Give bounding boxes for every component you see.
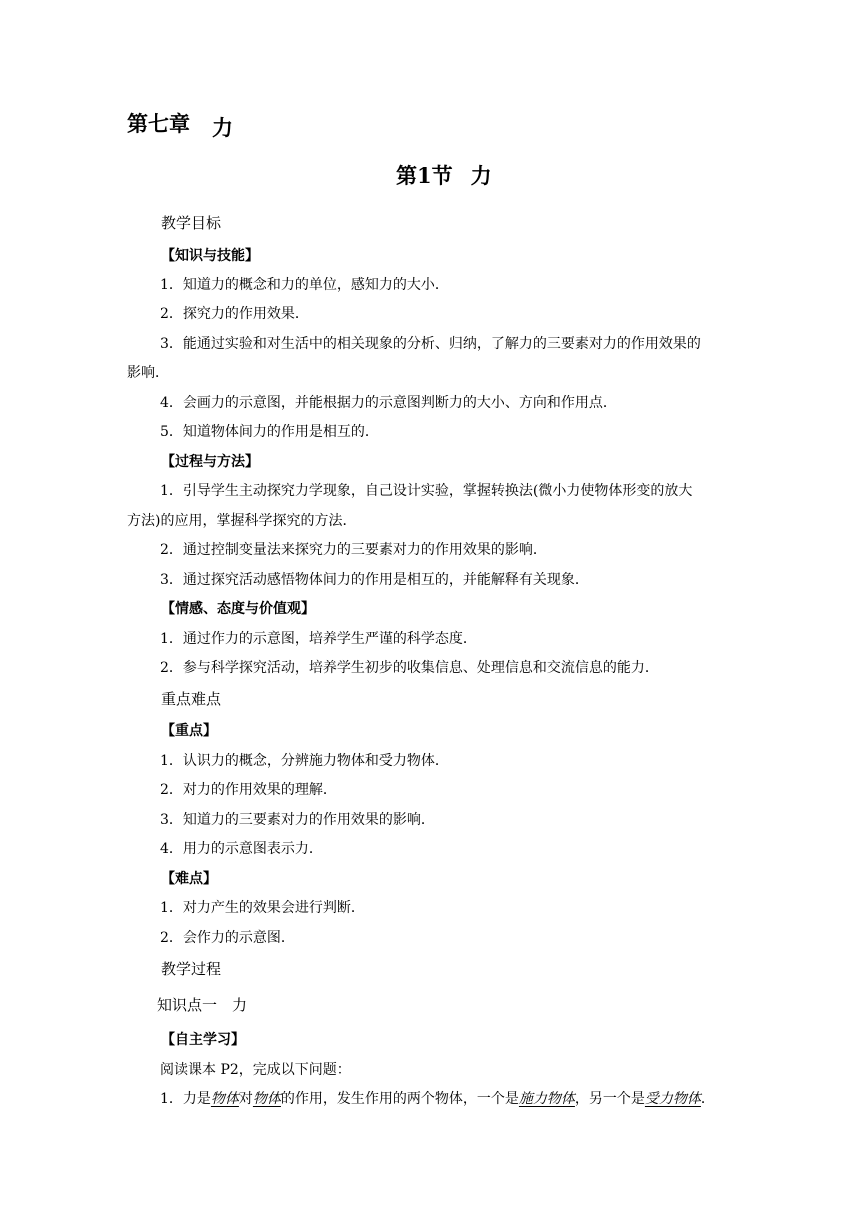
- answer-blank: 物体: [210, 1091, 239, 1107]
- difficulty-heading: 【难点】: [161, 871, 217, 887]
- knowledge-item: 5．知道物体间力的作用是相互的．: [160, 424, 379, 440]
- knowledge-item: 2．探究力的作用效果．: [160, 306, 309, 322]
- chapter-label: 第七章: [127, 112, 190, 136]
- question-text: 的作用，发生作用的两个物体，一个是: [280, 1091, 519, 1107]
- section-label: 第: [396, 164, 417, 188]
- process-item: 3．通过探究活动感悟物体间力的作用是相互的，并能解释有关现象．: [160, 572, 589, 588]
- question-1: [160, 1090, 715, 1108]
- knowledge-heading: 【知识与技能】: [161, 248, 259, 264]
- question-text: ．: [700, 1091, 715, 1107]
- focus-item: 3．知道力的三要素对力的作用效果的影响．: [160, 812, 435, 828]
- reading-instruction: 阅读课本 P2，完成以下问题：: [160, 1062, 351, 1078]
- emotion-item: 2．参与科学探究活动，培养学生初步的收集信息、处理信息和交流信息的能力．: [160, 660, 659, 676]
- focus-heading: 【重点】: [161, 723, 217, 739]
- question-text: 1．力是: [160, 1091, 211, 1107]
- section-unit: 节: [431, 164, 453, 188]
- knowledge-item-cont: 影响．: [127, 365, 169, 381]
- process-item-cont: 方法)的应用，掌握科学探究的方法．: [127, 513, 357, 529]
- emotion-heading: 【情感、态度与价值观】: [161, 601, 315, 617]
- self-study-heading: 【自主学习】: [161, 1032, 245, 1048]
- section-number: 1: [417, 163, 432, 188]
- focus-item: 4．用力的示意图表示力．: [160, 841, 323, 857]
- section-name: 力: [470, 164, 492, 188]
- question-text: ，另一个是: [574, 1091, 645, 1107]
- knowledge-item: 1．知道力的概念和力的单位，感知力的大小．: [160, 277, 449, 293]
- answer-blank: 受力物体: [644, 1091, 701, 1107]
- difficulty-item: 2．会作力的示意图．: [160, 930, 295, 946]
- focus-item: 2．对力的作用效果的理解．: [160, 782, 337, 798]
- key-points-heading: 重点难点: [161, 690, 222, 708]
- emotion-item: 1．通过作力的示意图，培养学生严谨的科学态度．: [160, 631, 477, 647]
- process-item: 2．通过控制变量法来探究力的三要素对力的作用效果的影响．: [160, 542, 547, 558]
- knowledge-item: 4．会画力的示意图，并能根据力的示意图判断力的大小、方向和作用点．: [160, 395, 617, 411]
- answer-blank: 物体: [252, 1091, 281, 1107]
- teaching-process-heading: 教学过程: [161, 960, 222, 978]
- chapter-name: 力: [212, 116, 233, 140]
- section-title: [396, 160, 492, 190]
- focus-item: 1．认识力的概念，分辨施力物体和受力物体．: [160, 753, 449, 769]
- chapter-title: [127, 108, 233, 138]
- process-heading: 【过程与方法】: [161, 454, 259, 470]
- knowledge-item: 3．能通过实验和对生活中的相关现象的分析、归纳，了解力的三要素对力的作用效果的: [160, 336, 701, 352]
- difficulty-item: 1．对力产生的效果会进行判断．: [160, 900, 365, 916]
- answer-blank: 施力物体: [518, 1091, 575, 1107]
- process-item: 1．引导学生主动探究力学现象，自己设计实验，掌握转换法(微小力使物体形变的放大: [160, 483, 693, 499]
- objectives-heading: 教学目标: [161, 214, 222, 232]
- knowledge-point-heading: 知识点一 力: [157, 996, 248, 1014]
- question-text: 对: [238, 1091, 253, 1107]
